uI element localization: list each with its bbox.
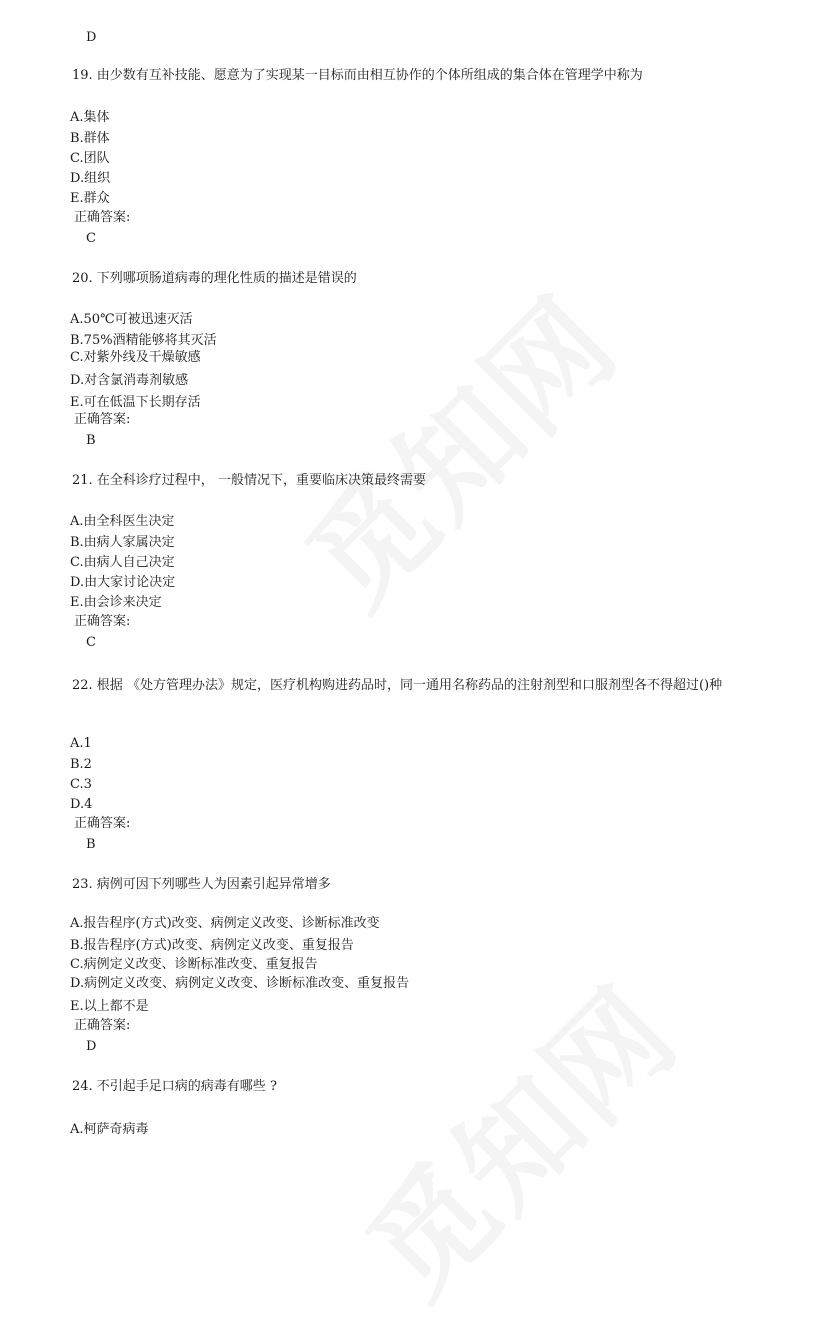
option: A.报告程序(方式)改变、病例定义改变、诊断标准改变 (70, 916, 380, 931)
option: E.由会诊来决定 (70, 595, 162, 610)
option: D.病例定义改变、病例定义改变、诊断标准改变、重复报告 (70, 976, 410, 991)
question-stem: 21. 在全科诊疗过程中， 一般情况下，重要临床决策最终需要 (72, 473, 426, 488)
answer-label: 正确答案: (74, 210, 131, 225)
answer-value: C (86, 231, 96, 246)
answer-value: B (86, 433, 96, 448)
answer-label: 正确答案: (74, 614, 131, 629)
answer-value: B (86, 837, 96, 852)
watermark (324, 944, 709, 1328)
option: B.2 (70, 757, 92, 772)
option: E.以上都不是 (70, 999, 149, 1014)
option: D.对含氯消毒剂敏感 (70, 373, 189, 388)
option: A.50℃可被迅速灭活 (70, 312, 193, 327)
option: A.集体 (70, 110, 110, 125)
watermark (264, 254, 649, 639)
option: A.由全科医生决定 (70, 514, 175, 529)
answer-value: D (86, 1039, 97, 1054)
option: B.75%酒精能够将其灭活 (70, 333, 217, 348)
option: C.3 (70, 777, 92, 792)
answer-label: 正确答案: (74, 1018, 131, 1033)
question-stem: 19. 由少数有互补技能、愿意为了实现某一目标而由相互协作的个体所组成的集合体在管理学中称为 (72, 68, 643, 83)
option: E.可在低温下长期存活 (70, 395, 201, 410)
answer-value: C (86, 635, 96, 650)
question-stem: 24. 不引起手足口病的病毒有哪些 ? (72, 1079, 277, 1094)
option: D.由大家讨论决定 (70, 575, 176, 590)
question-stem: 23. 病例可因下列哪些人为因素引起异常增多 (72, 877, 331, 892)
previous-answer: D (86, 30, 97, 45)
option: C.病例定义改变、诊断标准改变、重复报告 (70, 957, 318, 972)
option: B.报告程序(方式)改变、病例定义改变、重复报告 (70, 938, 354, 953)
option: B.由病人家属决定 (70, 535, 175, 550)
question-stem: 20. 下列哪项肠道病毒的理化性质的描述是错误的 (72, 271, 357, 286)
option: C.由病人自己决定 (70, 555, 175, 570)
option: C.团队 (70, 151, 110, 166)
option: A.柯萨奇病毒 (70, 1122, 149, 1137)
option: B.群体 (70, 131, 110, 146)
option: C.对紫外线及干燥敏感 (70, 350, 201, 365)
option: A.1 (70, 736, 92, 751)
option: D.组织 (70, 171, 111, 186)
option: D.4 (70, 797, 93, 812)
question-stem: 22. 根据 《处方管理办法》规定，医疗机构购进药品时，同一通用名称药品的注射剂型和口服剂型各不得超过()种 (72, 678, 723, 693)
answer-label: 正确答案: (74, 412, 131, 427)
answer-label: 正确答案: (74, 816, 131, 831)
option: E.群众 (70, 191, 110, 206)
